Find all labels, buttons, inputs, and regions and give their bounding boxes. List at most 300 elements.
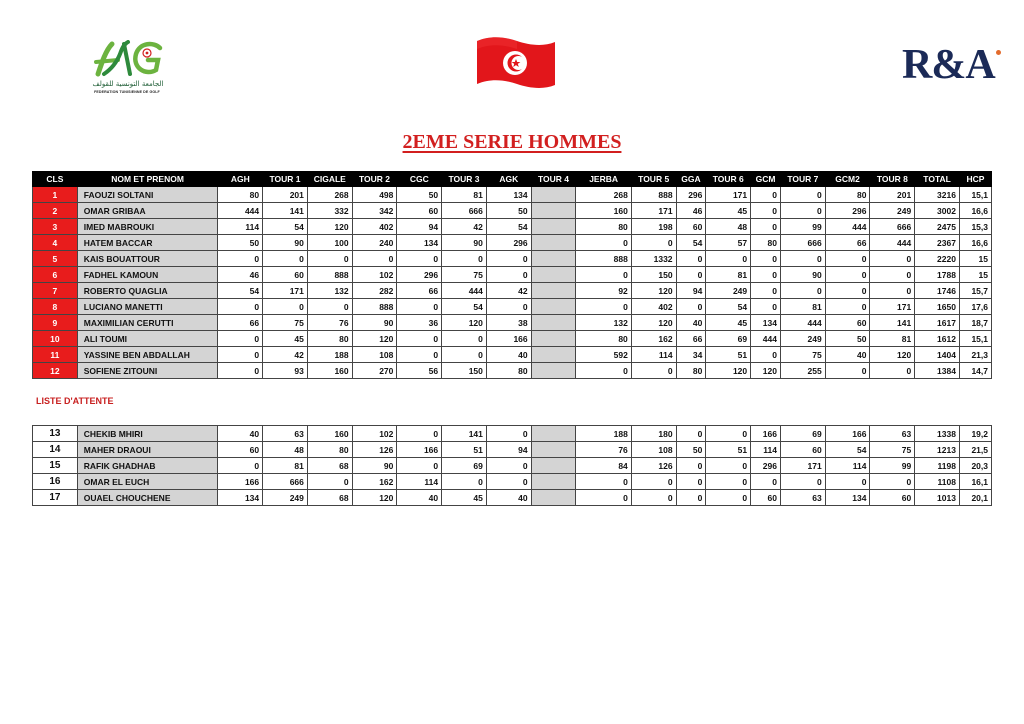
score-cell: 171 — [706, 187, 751, 203]
table-row — [33, 490, 992, 506]
score-cell: 60 — [751, 490, 781, 506]
score-cell: 249 — [263, 490, 308, 506]
table-row — [33, 203, 992, 219]
score-cell: 0 — [751, 219, 781, 235]
table-row — [33, 363, 992, 379]
score-cell: 57 — [706, 235, 751, 251]
score-cell: 0 — [870, 363, 915, 379]
score-cell: 0 — [825, 363, 870, 379]
score-cell: 0 — [218, 299, 263, 315]
score-cell: 51 — [706, 442, 751, 458]
score-cell: 40 — [486, 490, 531, 506]
score-cell: 592 — [576, 347, 631, 363]
results-header-row — [33, 172, 992, 187]
score-cell: 666 — [263, 474, 308, 490]
page-title — [0, 131, 1024, 154]
waiting-list-body — [33, 426, 992, 506]
score-cell: 90 — [780, 267, 825, 283]
score-cell: 666 — [442, 203, 487, 219]
score-cell: 16,6 — [959, 235, 991, 251]
score-cell: 134 — [218, 490, 263, 506]
player-name-cell: HATEM BACCAR — [77, 235, 218, 251]
score-cell — [531, 363, 576, 379]
score-cell: 94 — [397, 219, 442, 235]
column-header: AGH — [218, 172, 263, 187]
score-cell: 188 — [307, 347, 352, 363]
score-cell: 171 — [631, 203, 676, 219]
score-cell: 46 — [218, 267, 263, 283]
score-cell: 666 — [870, 219, 915, 235]
score-cell: 80 — [307, 331, 352, 347]
score-cell: 171 — [780, 458, 825, 474]
score-cell: 114 — [751, 442, 781, 458]
score-cell: 75 — [442, 267, 487, 283]
score-cell: 444 — [825, 219, 870, 235]
score-cell: 102 — [352, 267, 397, 283]
score-cell: 1338 — [915, 426, 960, 442]
score-cell: 1213 — [915, 442, 960, 458]
score-cell: 0 — [870, 267, 915, 283]
score-cell: 0 — [706, 251, 751, 267]
rank-cell: 14 — [33, 442, 78, 458]
player-name-cell: KAIS BOUATTOUR — [77, 251, 218, 267]
score-cell: 66 — [825, 235, 870, 251]
column-header: TOUR 6 — [706, 172, 751, 187]
score-cell: 68 — [307, 458, 352, 474]
score-cell: 888 — [576, 251, 631, 267]
score-cell: 0 — [307, 251, 352, 267]
score-cell: 166 — [218, 474, 263, 490]
score-cell: 402 — [352, 219, 397, 235]
score-cell: 42 — [263, 347, 308, 363]
score-cell: 45 — [263, 331, 308, 347]
score-cell: 141 — [870, 315, 915, 331]
score-cell: 0 — [397, 426, 442, 442]
rank-cell: 8 — [33, 299, 78, 315]
score-cell: 69 — [706, 331, 751, 347]
score-cell: 75 — [870, 442, 915, 458]
score-cell: 120 — [706, 363, 751, 379]
column-header: NOM ET PRENOM — [77, 172, 218, 187]
score-cell: 249 — [780, 331, 825, 347]
score-cell: 54 — [263, 219, 308, 235]
score-cell: 19,2 — [959, 426, 991, 442]
score-cell: 0 — [397, 347, 442, 363]
score-cell: 120 — [870, 347, 915, 363]
column-header: AGK — [486, 172, 531, 187]
score-cell: 160 — [307, 363, 352, 379]
score-cell: 46 — [676, 203, 706, 219]
rank-cell: 17 — [33, 490, 78, 506]
score-cell: 99 — [780, 219, 825, 235]
score-cell: 666 — [780, 235, 825, 251]
rank-cell: 5 — [33, 251, 78, 267]
score-cell: 2220 — [915, 251, 960, 267]
score-cell: 114 — [825, 458, 870, 474]
score-cell: 255 — [780, 363, 825, 379]
score-cell: 0 — [631, 474, 676, 490]
score-cell: 16,1 — [959, 474, 991, 490]
table-row — [33, 474, 992, 490]
player-name-cell: YASSINE BEN ABDALLAH — [77, 347, 218, 363]
score-cell: 66 — [218, 315, 263, 331]
score-cell: 0 — [870, 283, 915, 299]
score-cell: 81 — [870, 331, 915, 347]
score-cell: 180 — [631, 426, 676, 442]
score-cell: 0 — [825, 267, 870, 283]
score-cell: 90 — [352, 315, 397, 331]
score-cell: 198 — [631, 219, 676, 235]
score-cell: 45 — [442, 490, 487, 506]
score-cell: 51 — [442, 442, 487, 458]
tunisia-flag-icon — [475, 35, 557, 91]
column-header: TOUR 7 — [780, 172, 825, 187]
column-header: TOUR 5 — [631, 172, 676, 187]
score-cell: 0 — [780, 251, 825, 267]
score-cell: 50 — [397, 187, 442, 203]
player-name-cell: FAOUZI SOLTANI — [77, 187, 218, 203]
score-cell: 160 — [307, 426, 352, 442]
score-cell: 0 — [706, 426, 751, 442]
column-header: HCP — [959, 172, 991, 187]
column-header: CGC — [397, 172, 442, 187]
column-header: GCM2 — [825, 172, 870, 187]
score-cell: 0 — [825, 474, 870, 490]
score-cell: 108 — [352, 347, 397, 363]
score-cell — [531, 347, 576, 363]
score-cell: 80 — [307, 442, 352, 458]
player-name-cell: LUCIANO MANETTI — [77, 299, 218, 315]
player-name-cell: IMED MABROUKI — [77, 219, 218, 235]
column-header: GGA — [676, 172, 706, 187]
score-cell: 0 — [676, 490, 706, 506]
score-cell: 0 — [751, 203, 781, 219]
score-cell: 90 — [442, 235, 487, 251]
column-header: TOUR 1 — [263, 172, 308, 187]
score-cell — [531, 235, 576, 251]
score-cell: 60 — [218, 442, 263, 458]
score-cell: 45 — [706, 203, 751, 219]
score-cell: 240 — [352, 235, 397, 251]
score-cell: 120 — [352, 490, 397, 506]
score-cell: 0 — [751, 347, 781, 363]
score-cell: 0 — [576, 235, 631, 251]
score-cell: 15 — [959, 251, 991, 267]
score-cell: 69 — [442, 458, 487, 474]
score-cell: 0 — [751, 474, 781, 490]
player-name-cell: OUAEL CHOUCHENE — [77, 490, 218, 506]
score-cell: 48 — [706, 219, 751, 235]
score-cell: 120 — [442, 315, 487, 331]
score-cell: 80 — [486, 363, 531, 379]
table-row — [33, 283, 992, 299]
score-cell — [531, 299, 576, 315]
table-row — [33, 458, 992, 474]
score-cell: 171 — [870, 299, 915, 315]
score-cell: 66 — [676, 331, 706, 347]
score-cell: 1384 — [915, 363, 960, 379]
score-cell: 54 — [706, 299, 751, 315]
score-cell: 0 — [825, 251, 870, 267]
score-cell: 0 — [218, 347, 263, 363]
score-cell: 40 — [486, 347, 531, 363]
table-row — [33, 331, 992, 347]
score-cell: 15,3 — [959, 219, 991, 235]
score-cell: 0 — [486, 474, 531, 490]
score-cell: 63 — [263, 426, 308, 442]
score-cell: 166 — [825, 426, 870, 442]
score-cell: 92 — [576, 283, 631, 299]
score-cell: 50 — [825, 331, 870, 347]
score-cell: 0 — [442, 331, 487, 347]
score-cell: 17,6 — [959, 299, 991, 315]
score-cell: 1013 — [915, 490, 960, 506]
score-cell: 0 — [780, 474, 825, 490]
score-cell: 108 — [631, 442, 676, 458]
player-name-cell: OMAR EL EUCH — [77, 474, 218, 490]
score-cell: 42 — [442, 219, 487, 235]
score-cell: 50 — [218, 235, 263, 251]
column-header: TOUR 3 — [442, 172, 487, 187]
rank-cell: 12 — [33, 363, 78, 379]
score-cell: 296 — [825, 203, 870, 219]
score-cell: 0 — [397, 299, 442, 315]
score-cell: 0 — [307, 474, 352, 490]
rank-cell: 7 — [33, 283, 78, 299]
score-cell: 40 — [397, 490, 442, 506]
score-cell: 15 — [959, 267, 991, 283]
page-title-text: 2EME SERIE HOMMES — [402, 131, 622, 153]
score-cell: 76 — [307, 315, 352, 331]
score-cell: 444 — [442, 283, 487, 299]
score-cell: 0 — [631, 490, 676, 506]
score-cell: 249 — [870, 203, 915, 219]
column-header: TOTAL — [915, 172, 960, 187]
rank-cell: 6 — [33, 267, 78, 283]
score-cell: 40 — [825, 347, 870, 363]
rank-cell: 16 — [33, 474, 78, 490]
score-cell: 84 — [576, 458, 631, 474]
score-cell: 0 — [397, 331, 442, 347]
column-header: JERBA — [576, 172, 631, 187]
score-cell: 120 — [751, 363, 781, 379]
score-cell: 126 — [631, 458, 676, 474]
player-name-cell: SOFIENE ZITOUNI — [77, 363, 218, 379]
rank-cell: 10 — [33, 331, 78, 347]
score-cell: 1788 — [915, 267, 960, 283]
waiting-list-table — [32, 425, 992, 506]
score-cell: 63 — [870, 426, 915, 442]
score-cell: 444 — [870, 235, 915, 251]
score-cell: 402 — [631, 299, 676, 315]
score-cell: 0 — [751, 187, 781, 203]
player-name-cell: ROBERTO QUAGLIA — [77, 283, 218, 299]
score-cell: 45 — [706, 315, 751, 331]
score-cell: 120 — [631, 283, 676, 299]
score-cell: 0 — [576, 474, 631, 490]
score-cell — [531, 267, 576, 283]
score-cell: 150 — [442, 363, 487, 379]
page-header — [0, 0, 1024, 120]
column-header: TOUR 8 — [870, 172, 915, 187]
score-cell: 332 — [307, 203, 352, 219]
player-name-cell: ALI TOUMI — [77, 331, 218, 347]
score-cell: 268 — [576, 187, 631, 203]
score-cell: 75 — [780, 347, 825, 363]
score-cell: 141 — [442, 426, 487, 442]
score-cell: 0 — [442, 347, 487, 363]
score-cell: 76 — [576, 442, 631, 458]
score-cell: 50 — [486, 203, 531, 219]
score-cell: 132 — [576, 315, 631, 331]
score-cell: 0 — [397, 251, 442, 267]
score-cell: 0 — [780, 203, 825, 219]
rank-cell: 15 — [33, 458, 78, 474]
score-cell: 0 — [780, 187, 825, 203]
score-cell: 166 — [751, 426, 781, 442]
score-cell: 0 — [870, 251, 915, 267]
score-cell: 134 — [751, 315, 781, 331]
player-name-cell: MAXIMILIAN CERUTTI — [77, 315, 218, 331]
score-cell: 0 — [218, 251, 263, 267]
score-cell: 48 — [263, 442, 308, 458]
score-cell: 80 — [576, 219, 631, 235]
score-cell: 94 — [486, 442, 531, 458]
score-cell: 162 — [352, 474, 397, 490]
score-cell: 120 — [307, 219, 352, 235]
score-cell — [531, 426, 576, 442]
table-row — [33, 187, 992, 203]
score-cell: 120 — [352, 331, 397, 347]
score-cell — [531, 203, 576, 219]
score-cell: 114 — [397, 474, 442, 490]
score-cell: 0 — [442, 251, 487, 267]
score-cell: 0 — [676, 474, 706, 490]
score-cell: 0 — [218, 331, 263, 347]
score-cell — [531, 442, 576, 458]
score-cell: 268 — [307, 187, 352, 203]
score-cell: 1108 — [915, 474, 960, 490]
score-cell: 54 — [825, 442, 870, 458]
score-cell: 0 — [486, 267, 531, 283]
score-cell: 54 — [442, 299, 487, 315]
score-cell: 1404 — [915, 347, 960, 363]
score-cell: 60 — [397, 203, 442, 219]
score-cell: 38 — [486, 315, 531, 331]
score-cell: 0 — [631, 235, 676, 251]
score-cell: 16,6 — [959, 203, 991, 219]
column-header: TOUR 2 — [352, 172, 397, 187]
score-cell: 0 — [870, 474, 915, 490]
score-cell: 15,1 — [959, 187, 991, 203]
score-cell: 40 — [218, 426, 263, 442]
score-cell: 60 — [263, 267, 308, 283]
score-cell: 444 — [780, 315, 825, 331]
score-cell: 0 — [825, 299, 870, 315]
score-cell: 342 — [352, 203, 397, 219]
table-row — [33, 442, 992, 458]
results-table — [32, 171, 992, 379]
score-cell: 66 — [397, 283, 442, 299]
player-name-cell: RAFIK GHADHAB — [77, 458, 218, 474]
rna-logo-text: R&A — [902, 42, 995, 88]
rank-cell: 4 — [33, 235, 78, 251]
score-cell: 188 — [576, 426, 631, 442]
score-cell: 68 — [307, 490, 352, 506]
score-cell: 141 — [263, 203, 308, 219]
score-cell: 0 — [751, 267, 781, 283]
ftg-logo — [86, 40, 168, 100]
score-cell — [531, 458, 576, 474]
score-cell: 60 — [780, 442, 825, 458]
score-cell: 1650 — [915, 299, 960, 315]
rank-cell: 13 — [33, 426, 78, 442]
score-cell: 1746 — [915, 283, 960, 299]
score-cell: 36 — [397, 315, 442, 331]
table-row — [33, 267, 992, 283]
score-cell: 296 — [676, 187, 706, 203]
score-cell: 132 — [307, 283, 352, 299]
score-cell: 51 — [706, 347, 751, 363]
score-cell: 1617 — [915, 315, 960, 331]
score-cell — [531, 219, 576, 235]
score-cell: 80 — [218, 187, 263, 203]
score-cell: 60 — [870, 490, 915, 506]
ftg-subtitle: FEDERATION TUNISIENNE DE GOLF — [94, 90, 160, 94]
score-cell — [531, 490, 576, 506]
score-cell: 54 — [486, 219, 531, 235]
score-cell: 296 — [751, 458, 781, 474]
score-cell: 2367 — [915, 235, 960, 251]
score-cell: 0 — [751, 299, 781, 315]
score-cell: 444 — [218, 203, 263, 219]
score-cell: 134 — [486, 187, 531, 203]
ftg-arabic-name: الجامعة التونسية للقولف — [92, 80, 164, 88]
results-body — [33, 187, 992, 379]
score-cell: 0 — [486, 251, 531, 267]
column-header: CIGALE — [307, 172, 352, 187]
score-cell: 888 — [307, 267, 352, 283]
score-cell: 20,1 — [959, 490, 991, 506]
score-cell: 0 — [825, 283, 870, 299]
table-row — [33, 235, 992, 251]
rank-cell: 11 — [33, 347, 78, 363]
score-cell: 166 — [486, 331, 531, 347]
score-cell: 0 — [751, 251, 781, 267]
score-cell: 134 — [397, 235, 442, 251]
score-cell: 80 — [576, 331, 631, 347]
score-cell: 249 — [706, 283, 751, 299]
score-cell: 888 — [631, 187, 676, 203]
score-cell: 3216 — [915, 187, 960, 203]
score-cell: 1612 — [915, 331, 960, 347]
score-cell: 100 — [307, 235, 352, 251]
score-cell: 81 — [780, 299, 825, 315]
score-cell: 0 — [780, 283, 825, 299]
score-cell: 0 — [676, 267, 706, 283]
waiting-list-label: LISTE D'ATTENTE — [36, 396, 114, 406]
score-cell: 282 — [352, 283, 397, 299]
score-cell: 14,7 — [959, 363, 991, 379]
score-cell: 0 — [307, 299, 352, 315]
score-cell: 20,3 — [959, 458, 991, 474]
score-cell: 2475 — [915, 219, 960, 235]
rank-cell: 2 — [33, 203, 78, 219]
score-cell: 60 — [825, 315, 870, 331]
score-cell: 69 — [780, 426, 825, 442]
table-row — [33, 347, 992, 363]
score-cell: 150 — [631, 267, 676, 283]
